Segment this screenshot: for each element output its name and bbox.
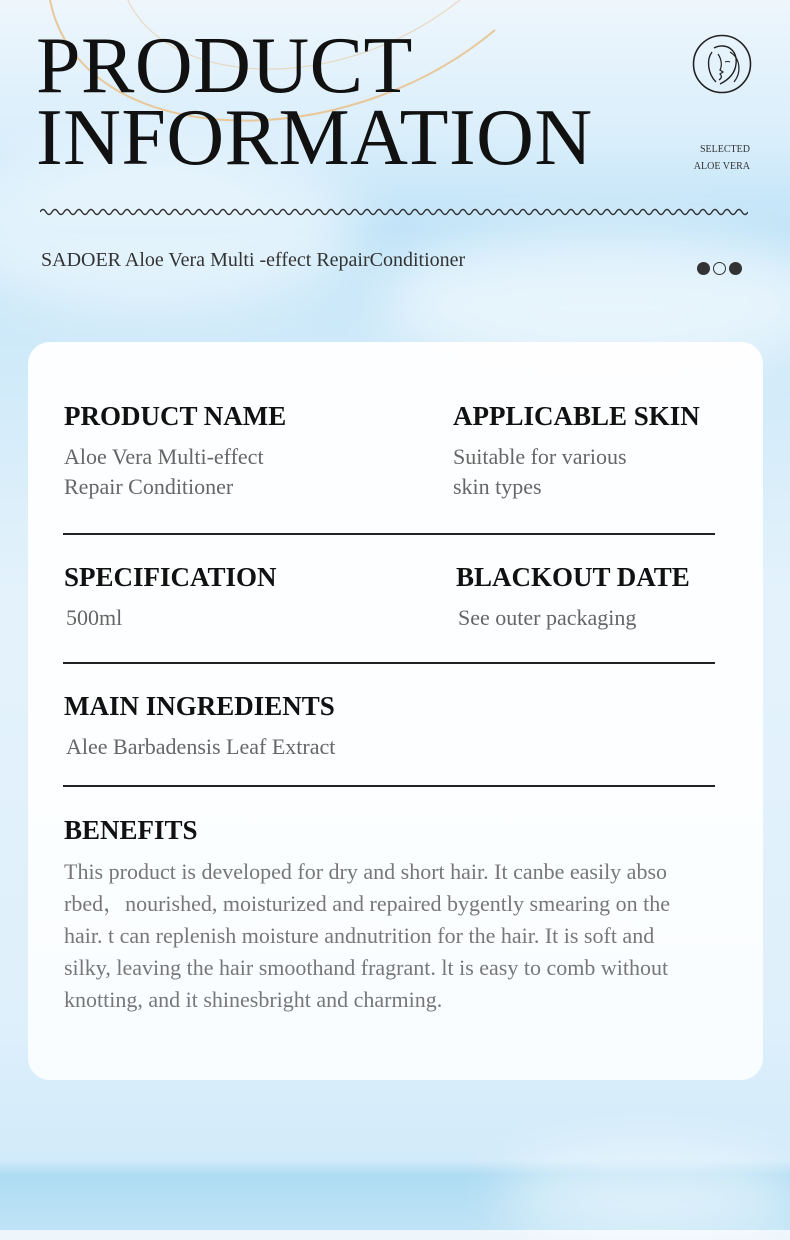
dot-empty bbox=[713, 262, 726, 275]
woman-face-logo-icon bbox=[692, 34, 752, 94]
divider bbox=[63, 662, 715, 664]
dot-filled bbox=[697, 262, 710, 275]
product-name-label: PRODUCT NAME bbox=[64, 401, 287, 431]
title-line-2: INFORMATION bbox=[36, 94, 593, 182]
blackout-date-label: BLACKOUT DATE bbox=[456, 562, 690, 592]
title-line-1: PRODUCT bbox=[36, 22, 413, 110]
blackout-date-value: See outer packaging bbox=[458, 605, 637, 630]
selected-aloe-vera-tag: SELECTED ALOE VERA bbox=[693, 144, 750, 172]
main-ingredients-label: MAIN INGREDIENTS bbox=[64, 691, 335, 721]
blackout-date-field bbox=[456, 561, 690, 633]
main-ingredients-field bbox=[64, 690, 335, 762]
product-name-value: Aloe Vera Multi-effect Repair Conditioner bbox=[64, 444, 264, 499]
page-title bbox=[36, 22, 593, 182]
benefits-text: This product is developed for dry and short hair. It canbe easily abso rbed，nourished, moisturized and repaired bygently smearing on the hair. t can replenish moisture andnutrition for the hair. It is soft and silky, leaving the hair smoothand fragrant. lt is easy to comb without knotting, and it shinesbright and charming. bbox=[64, 859, 671, 1012]
divider bbox=[63, 785, 715, 787]
wavy-divider bbox=[40, 205, 748, 219]
background-cloud bbox=[500, 1150, 790, 1240]
benefits-field bbox=[64, 814, 739, 1016]
benefits-label: BENEFITS bbox=[64, 815, 198, 845]
applicable-skin-value: Suitable for various skin types bbox=[453, 444, 627, 499]
specification-field bbox=[64, 561, 277, 633]
divider bbox=[63, 533, 715, 535]
main-ingredients-value: Alee Barbadensis Leaf Extract bbox=[66, 734, 336, 759]
pagination-dots bbox=[697, 262, 742, 275]
specification-label: SPECIFICATION bbox=[64, 562, 277, 592]
applicable-skin-field bbox=[453, 400, 700, 502]
product-subtitle: SADOER Aloe Vera Multi -effect RepairConditioner bbox=[41, 249, 466, 271]
applicable-skin-label: APPLICABLE SKIN bbox=[453, 401, 700, 431]
product-name-field bbox=[64, 400, 286, 502]
product-info-card bbox=[28, 342, 763, 1080]
dot-filled bbox=[729, 262, 742, 275]
specification-value: 500ml bbox=[66, 605, 123, 630]
